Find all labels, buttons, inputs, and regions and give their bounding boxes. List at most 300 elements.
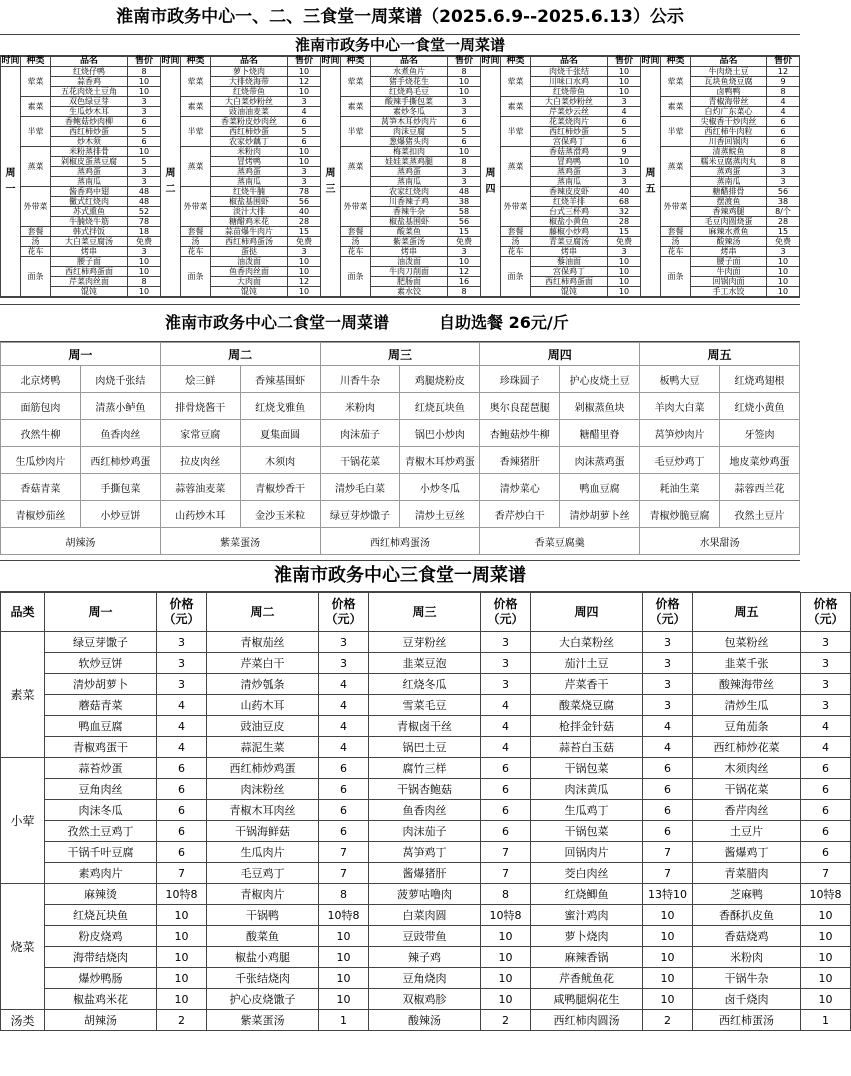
dish-name: 馄饨 <box>211 287 288 297</box>
dish-name: 孜然牛柳 <box>1 420 81 447</box>
dish-name: 芹菜肉丝面 <box>51 277 128 287</box>
dish-price: 10 <box>481 947 531 968</box>
dish-name: 耗油生菜 <box>640 474 720 501</box>
dish-price: 10 <box>157 989 207 1010</box>
dish-price: 3 <box>157 653 207 674</box>
dish-price: 56 <box>767 187 800 197</box>
dish-name: 麻辣水煮鱼 <box>691 227 767 237</box>
dish-name: 清蒸小鲈鱼 <box>80 393 160 420</box>
dish-price: 10 <box>481 926 531 947</box>
dish-price: 4 <box>157 737 207 758</box>
dish-name: 枪拌金针菇 <box>531 716 643 737</box>
dish-price: 10 <box>288 147 321 157</box>
dish-price: 10 <box>608 287 641 297</box>
dish-name: 酱爆鸡丁 <box>693 842 801 863</box>
dish-price: 8 <box>319 884 369 905</box>
dish-name: 小炒豆饼 <box>80 501 160 528</box>
table-row <box>1 884 851 905</box>
dish-price: 28 <box>288 217 321 227</box>
table-row <box>1 800 851 821</box>
dish-name: 牛腩烧牛筋 <box>51 217 128 227</box>
dish-name: 农家炒藕丁 <box>211 137 288 147</box>
soup-name: 胡辣汤 <box>1 528 161 555</box>
category-label: 素菜 <box>181 97 211 117</box>
dish-name: 蒜苔白玉菇 <box>531 737 643 758</box>
dish-name: 肥肠面 <box>371 277 448 287</box>
header-price: 价格（元） <box>319 593 369 632</box>
category-label: 汤 <box>501 237 531 247</box>
dish-price: 2 <box>157 1010 207 1031</box>
dish-price: 10 <box>801 926 851 947</box>
dish-price: 10 <box>319 989 369 1010</box>
dish-price: 10 <box>319 947 369 968</box>
dish-name: 油泼面 <box>371 257 448 267</box>
dish-name: 干锅花菜 <box>320 447 400 474</box>
header-price: 售价 <box>128 57 161 67</box>
canteen2-title: 淮南市政务中心二食堂一周菜谱 <box>165 313 390 332</box>
dish-price: 3 <box>288 167 321 177</box>
table-row <box>1 716 851 737</box>
dish-name: 孜然土豆鸡丁 <box>45 821 157 842</box>
dish-price: 5 <box>448 127 481 137</box>
table-row <box>1 905 851 926</box>
dish-price: 6 <box>319 800 369 821</box>
dish-name: 面筋包肉 <box>1 393 81 420</box>
dish-price: 7 <box>801 863 851 884</box>
dish-price: 4 <box>481 716 531 737</box>
dish-price: 免费 <box>448 237 481 247</box>
dish-price: 15 <box>448 227 481 237</box>
header-category: 种类 <box>501 57 531 67</box>
dish-name: 锅巴小炒肉 <box>400 420 480 447</box>
dish-name: 大白菜粉丝 <box>531 632 643 653</box>
dish-name: 宫保鸡丁 <box>531 267 608 277</box>
dish-name: 干锅鸭 <box>207 905 319 926</box>
dish-name: 绿豆芽馓子 <box>45 632 157 653</box>
dish-name: 香辣牛杂 <box>371 207 448 217</box>
header-price: 售价 <box>288 57 321 67</box>
dish-name: 肉沫蒸鸡蛋 <box>560 447 640 474</box>
dish-price: 免费 <box>608 237 641 247</box>
soup-name: 紫菜蛋汤 <box>160 528 320 555</box>
category-label: 汤类 <box>1 1010 45 1031</box>
dish-name: 爆炒鸭肠 <box>45 968 157 989</box>
dish-name: 西红柿炒鸡蛋 <box>207 758 319 779</box>
dish-name: 剁椒皮蛋蒸豆腐 <box>51 157 128 167</box>
dish-price: 15 <box>288 227 321 237</box>
dish-name: 红烧小黄鱼 <box>720 393 800 420</box>
category-label: 面条 <box>21 257 51 297</box>
dish-name: 糖醋鸡米花 <box>211 217 288 227</box>
day-header: 周二 <box>160 343 320 366</box>
dish-price: 6 <box>481 779 531 800</box>
dish-price: 3 <box>128 167 161 177</box>
dish-price: 6 <box>801 842 851 863</box>
dish-name: 酸辣海带丝 <box>693 674 801 695</box>
dish-name: 蒸鸡蛋 <box>531 167 608 177</box>
dish-price: 3 <box>288 97 321 107</box>
dish-price: 4 <box>157 695 207 716</box>
dish-name: 香鲍菇炒肉柳 <box>51 117 128 127</box>
dish-name: 酸辣汤 <box>369 1010 481 1031</box>
dish-name: 双色绿豆芽 <box>51 97 128 107</box>
dish-price: 10特8 <box>157 884 207 905</box>
dish-price: 10 <box>481 989 531 1010</box>
header-dish: 品名 <box>51 57 128 67</box>
dish-price: 7 <box>481 842 531 863</box>
dish-name: 毛豆肉圆烧蛋 <box>691 217 767 227</box>
dish-price: 4 <box>643 716 693 737</box>
dish-name: 蘑菇青菜 <box>45 695 157 716</box>
category-label: 半荤 <box>661 117 691 147</box>
dish-name: 金沙玉米粒 <box>240 501 320 528</box>
dish-name: 肉沫豆腐 <box>371 127 448 137</box>
dish-name: 豉油油麦菜 <box>211 107 288 117</box>
dish-name: 腐竹三样 <box>369 758 481 779</box>
dish-name: 双椒鸡胗 <box>369 989 481 1010</box>
dish-name: 鱼香肉丝 <box>80 420 160 447</box>
dish-price: 8/个 <box>767 207 800 217</box>
dish-name: 莴笋鸡丁 <box>369 842 481 863</box>
dish-price: 3 <box>448 167 481 177</box>
dish-price: 6 <box>448 117 481 127</box>
table-row <box>1 968 851 989</box>
dish-name: 红烧戈雅鱼 <box>240 393 320 420</box>
dish-price: 10 <box>288 257 321 267</box>
dish-price: 5 <box>128 127 161 137</box>
canteen2-table <box>0 342 800 555</box>
dish-name: 卤鸭鸭 <box>691 87 767 97</box>
dish-price: 7 <box>643 863 693 884</box>
day-header: 周五 <box>640 343 800 366</box>
dish-name: 馄饨 <box>51 287 128 297</box>
dish-name: 卤千烧肉 <box>693 989 801 1010</box>
page-title: 淮南市政务中心一、二、三食堂一周菜谱（2025.6.9--2025.6.13）公示 <box>0 0 800 35</box>
dish-name: 红烧牛腩 <box>211 187 288 197</box>
dish-name: 茭白肉丝 <box>531 863 643 884</box>
dish-price: 28 <box>767 217 800 227</box>
day-header: 周四 <box>480 343 640 366</box>
dish-name: 肉烧千张结 <box>531 67 608 77</box>
dish-name: 芹香鱿鱼花 <box>531 968 643 989</box>
dish-name: 糖醋排骨 <box>691 187 767 197</box>
dish-price: 8 <box>448 157 481 167</box>
dish-name: 木须肉 <box>240 447 320 474</box>
table-row <box>1 863 851 884</box>
dish-price: 6 <box>157 842 207 863</box>
category-label: 汤 <box>21 237 51 247</box>
dish-name: 肉沫茄子 <box>320 420 400 447</box>
dish-name: 夏集面圆 <box>240 420 320 447</box>
dish-price: 9 <box>767 77 800 87</box>
dish-price: 3 <box>448 247 481 257</box>
dish-name: 莴笋炒肉片 <box>640 420 720 447</box>
header-time: 时间 <box>641 56 660 66</box>
dish-price: 3 <box>128 107 161 117</box>
dish-name: 杏鲍菇炒牛柳 <box>480 420 560 447</box>
table-row <box>1 67 800 77</box>
dish-price: 8 <box>448 67 481 77</box>
dish-name: 素炒冬瓜 <box>371 107 448 117</box>
table-row <box>1 247 800 257</box>
dish-name: 生瓜炒肉片 <box>1 447 81 474</box>
dish-name: 炒木须 <box>51 137 128 147</box>
dish-name: 青椒茄丝 <box>207 632 319 653</box>
dish-price: 10 <box>643 947 693 968</box>
canteen3-table <box>0 592 851 1031</box>
dish-name: 板鸭大豆 <box>640 366 720 393</box>
dish-price: 3 <box>128 97 161 107</box>
dish-name: 青菜腊肉 <box>693 863 801 884</box>
header-time: 时间 <box>321 56 340 66</box>
dish-name: 酸辣汤 <box>691 237 767 247</box>
header-dish: 品名 <box>691 57 767 67</box>
dish-price: 10 <box>801 968 851 989</box>
dish-price: 1 <box>801 1010 851 1031</box>
table-row <box>1 989 851 1010</box>
dish-price: 10 <box>608 277 641 287</box>
dish-name: 西红柿蛋汤 <box>693 1010 801 1031</box>
dish-price: 78 <box>288 187 321 197</box>
dish-price: 8 <box>448 287 481 297</box>
dish-name: 素水饺 <box>371 287 448 297</box>
dish-price: 38 <box>448 197 481 207</box>
dish-name: 青椒木耳肉丝 <box>207 800 319 821</box>
dish-price: 48 <box>128 197 161 207</box>
dish-price: 2 <box>481 1010 531 1031</box>
dish-price: 3 <box>608 97 641 107</box>
dish-price: 10 <box>319 968 369 989</box>
dish-name: 护心皮烧土豆 <box>560 366 640 393</box>
dish-name: 锅巴土豆 <box>369 737 481 758</box>
dish-name: 香菜粉皮炒肉丝 <box>211 117 288 127</box>
dish-name: 山药木耳 <box>207 695 319 716</box>
dish-price: 10 <box>481 968 531 989</box>
dish-price: 10 <box>801 905 851 926</box>
dish-name: 木须肉丝 <box>693 758 801 779</box>
category-label: 汤 <box>181 237 211 247</box>
table-row <box>1 653 851 674</box>
dish-price: 6 <box>767 137 800 147</box>
dish-price: 10 <box>157 947 207 968</box>
dish-name: 西红柿鸡蛋面 <box>51 267 128 277</box>
category-label: 外带菜 <box>501 187 531 227</box>
table-row <box>1 779 851 800</box>
dish-price: 3 <box>643 632 693 653</box>
table-row <box>1 1010 851 1031</box>
dish-price: 48 <box>448 187 481 197</box>
dish-price: 10 <box>643 989 693 1010</box>
dish-name: 瓦块鱼烧豆腐 <box>691 77 767 87</box>
dish-name: 葱爆猪头肉 <box>371 137 448 147</box>
dish-name: 红烧羊排 <box>531 197 608 207</box>
dish-name: 肉沫茄子 <box>369 821 481 842</box>
header-price: 价格（元） <box>157 593 207 632</box>
dish-name: 青椒肉片 <box>207 884 319 905</box>
dish-name: 手工水饺 <box>691 287 767 297</box>
dish-price: 40 <box>608 187 641 197</box>
dish-price: 10特8 <box>319 905 369 926</box>
table-row <box>1 187 800 197</box>
dish-name: 白菜肉圆 <box>369 905 481 926</box>
dish-name: 干锅杏鲍菇 <box>369 779 481 800</box>
category-label: 蒸菜 <box>181 147 211 187</box>
dish-price: 6 <box>767 127 800 137</box>
dish-name: 鱼香肉丝 <box>369 800 481 821</box>
dish-name: 椒盐基围虾 <box>211 197 288 207</box>
dish-name: 珍珠圆子 <box>480 366 560 393</box>
dish-price: 3 <box>643 695 693 716</box>
table-row <box>1 147 800 157</box>
dish-name: 韭菜千张 <box>693 653 801 674</box>
header-category: 种类 <box>21 57 51 67</box>
dish-price: 78 <box>128 217 161 227</box>
dish-price: 10 <box>448 257 481 267</box>
dish-price: 3 <box>319 632 369 653</box>
dish-name: 腰子面 <box>691 257 767 267</box>
dish-name: 大白菜炒粉丝 <box>211 97 288 107</box>
dish-price: 4 <box>319 716 369 737</box>
dish-name: 宫保鸡丁 <box>531 137 608 147</box>
dish-name: 清炒胡萝卜丝 <box>560 501 640 528</box>
category-label: 套餐 <box>181 227 211 237</box>
table-row <box>1 117 800 127</box>
dish-price: 6 <box>157 779 207 800</box>
dish-price: 10 <box>288 87 321 97</box>
dish-name: 剁椒蒸鱼块 <box>560 393 640 420</box>
canteen1-title: 淮南市政务中心一食堂一周菜谱 <box>0 35 800 56</box>
table-row <box>1 501 800 528</box>
dish-name: 粉皮烧鸡 <box>45 926 157 947</box>
dish-price: 3 <box>128 177 161 187</box>
dish-price: 6 <box>608 117 641 127</box>
dish-name: 猪手烧花生 <box>371 77 448 87</box>
dish-name: 青椒炒茄丝 <box>1 501 81 528</box>
dish-name: 娃娃菜蒸鸡腿 <box>371 157 448 167</box>
dish-name: 藤椒小炒鸡 <box>531 227 608 237</box>
category-label: 半荤 <box>501 117 531 147</box>
dish-name: 青椒卤干丝 <box>369 716 481 737</box>
dish-price: 10 <box>767 277 800 287</box>
dish-name: 红烧瓦块鱼 <box>400 393 480 420</box>
table-row <box>1 97 800 107</box>
dish-name: 绿豆芽炒馓子 <box>320 501 400 528</box>
day-label: 周五 <box>641 67 661 297</box>
dish-name: 蒸南瓜 <box>371 177 448 187</box>
dish-name: 香辣基围虾 <box>240 366 320 393</box>
header-dish: 品名 <box>371 57 448 67</box>
category-label: 花车 <box>501 247 531 257</box>
dish-name: 鸭血豆腐 <box>45 716 157 737</box>
dish-name: 菠萝咕噜肉 <box>369 884 481 905</box>
dish-price: 3 <box>801 653 851 674</box>
dish-price: 7 <box>643 842 693 863</box>
dish-price: 3 <box>157 632 207 653</box>
dish-price: 5 <box>288 127 321 137</box>
category-label: 半荤 <box>341 117 371 147</box>
dish-name: 香芹炒白干 <box>480 501 560 528</box>
dish-price: 6 <box>288 137 321 147</box>
dish-name: 蒸鸡蛋 <box>211 167 288 177</box>
dish-name: 西红柿鸡蛋面 <box>531 277 608 287</box>
header-category: 品类 <box>1 593 45 632</box>
dish-name: 豉油豆皮 <box>207 716 319 737</box>
dish-name: 豆豉带鱼 <box>369 926 481 947</box>
dish-name: 干锅花菜 <box>693 779 801 800</box>
dish-name: 豆角茄条 <box>693 716 801 737</box>
dish-name: 豆芽粉丝 <box>369 632 481 653</box>
dish-price: 32 <box>608 207 641 217</box>
dish-name: 红烧鸡翅根 <box>720 366 800 393</box>
dish-price: 52 <box>128 207 161 217</box>
dish-name: 油泼面 <box>211 257 288 267</box>
dish-name: 土豆片 <box>693 821 801 842</box>
dish-name: 毛豆鸡丁 <box>207 863 319 884</box>
dish-price: 3 <box>288 177 321 187</box>
dish-name: 蒸鸡蛋 <box>691 167 767 177</box>
dish-price: 10 <box>608 157 641 167</box>
dish-price: 3 <box>767 167 800 177</box>
dish-price: 7 <box>319 842 369 863</box>
dish-name: 鸡腿烧粉皮 <box>400 366 480 393</box>
dish-price: 40 <box>288 207 321 217</box>
category-label: 面条 <box>661 257 691 297</box>
dish-price: 8 <box>767 157 800 167</box>
dish-name: 咸鸭腿焖花生 <box>531 989 643 1010</box>
dish-price: 3 <box>801 674 851 695</box>
dish-price: 56 <box>288 197 321 207</box>
dish-name: 辣子鸡 <box>369 947 481 968</box>
dish-name: 蛋挞 <box>211 247 288 257</box>
dish-price: 10 <box>128 287 161 297</box>
dish-price: 10 <box>608 267 641 277</box>
dish-price: 10 <box>288 267 321 277</box>
dish-name: 萝卜烧肉 <box>211 67 288 77</box>
dish-price: 6 <box>319 821 369 842</box>
category-label: 荤菜 <box>21 67 51 97</box>
dish-name: 蒸南瓜 <box>51 177 128 187</box>
dish-name: 酸菜鱼 <box>207 926 319 947</box>
header-time: 时间 <box>481 56 500 66</box>
dish-name: 手撕包菜 <box>80 474 160 501</box>
dish-name: 酱香鸡中翅 <box>51 187 128 197</box>
dish-name: 鸭血豆腐 <box>560 474 640 501</box>
dish-price: 10 <box>128 87 161 97</box>
header-price: 售价 <box>767 57 800 67</box>
dish-name: 梅菜扣肉 <box>371 147 448 157</box>
category-label: 蒸菜 <box>501 147 531 187</box>
dish-price: 10 <box>288 157 321 167</box>
dish-price: 10 <box>801 947 851 968</box>
dish-name: 牛肉刀削面 <box>371 267 448 277</box>
dish-price: 8 <box>128 277 161 287</box>
category-label: 荤菜 <box>341 67 371 97</box>
dish-name: 毛豆炒鸡丁 <box>640 447 720 474</box>
category-label: 外带菜 <box>661 187 691 227</box>
dish-name: 干锅包菜 <box>531 758 643 779</box>
dish-name: 蒜泥生菜 <box>207 737 319 758</box>
dish-name: 川味口水鸡 <box>531 77 608 87</box>
dish-name: 蒜蓉油麦菜 <box>160 474 240 501</box>
dish-name: 馄饨 <box>531 287 608 297</box>
dish-price: 10 <box>448 87 481 97</box>
table-row <box>1 758 851 779</box>
header-category: 种类 <box>661 57 691 67</box>
category-label: 套餐 <box>501 227 531 237</box>
dish-name: 孜然土豆片 <box>720 501 800 528</box>
dish-price: 6 <box>643 800 693 821</box>
day-header: 周三 <box>369 593 481 632</box>
